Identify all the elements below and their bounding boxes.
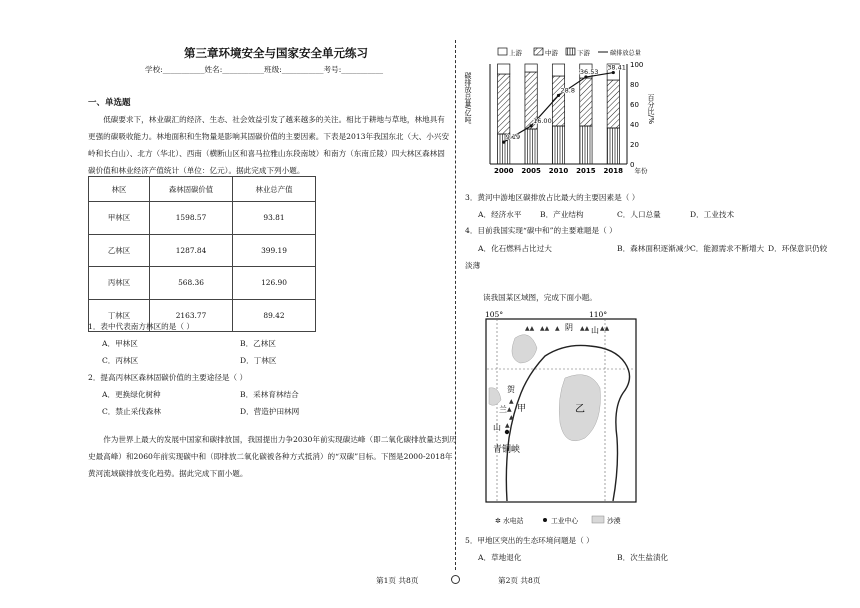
x-tick-label: 2010 (548, 167, 569, 175)
question-1-stem: 1．表中代表南方林区的是（ ） (88, 322, 194, 331)
svg-text:▲: ▲ (509, 398, 514, 405)
question-2-stem: 2．提高丙林区森林固碳价值的主要途径是（ ） (88, 373, 248, 382)
industrial-center-marker (505, 430, 509, 434)
passage-2 (88, 431, 460, 482)
industrial-legend-icon (543, 518, 547, 522)
q2-option-b[interactable]: B．采林育林结合 (240, 390, 299, 399)
table-row (89, 202, 316, 235)
svg-text:▲: ▲ (507, 406, 512, 413)
table-cell: 568.36 (150, 267, 233, 300)
q4-option-b[interactable]: B．森林面积逐渐减少 (617, 244, 691, 253)
helan-char-1: 贺 (507, 385, 515, 394)
left-axis-label: 碳排放总量/亿吨 (464, 72, 472, 124)
passage-line: 低碳要求下，林业碳汇的经济、生态、社会效益引发了越来越多的关注。相比于耕地与草地，林地具有 (103, 115, 445, 124)
table-header-cell: 林区 (89, 177, 150, 202)
qingtongxia-label: 青铜峡 (493, 445, 521, 455)
table-cell: 399.19 (233, 234, 316, 267)
passage-1 (88, 111, 460, 179)
x-tick-label: 2000 (493, 167, 514, 175)
hydro-station-icon: ✲ (495, 517, 501, 525)
svg-text:▲▲: ▲▲ (525, 325, 535, 332)
forest-table (88, 176, 316, 332)
desert-legend-icon (592, 516, 604, 523)
bar-segment (607, 128, 619, 164)
q5-option-b[interactable]: B．次生盐渍化 (617, 553, 669, 562)
legend-hydro: 水电站 (503, 517, 524, 525)
q2-option-c[interactable]: C．禁止采伐森林 (102, 407, 161, 416)
student-info-line: 学校:___________姓名:___________班级:___________考号:___________ (145, 65, 384, 74)
legend-industrial: 工业中心 (551, 517, 579, 525)
q3-option-b[interactable]: B．产业结构 (540, 210, 584, 219)
lon-110-label: 110° (589, 310, 608, 319)
table-row (89, 267, 316, 300)
q4-option-a[interactable]: A．化石燃料占比过大 (478, 244, 552, 253)
line-data-label: 36.53 (579, 68, 599, 77)
question-4-stem: 4．目前我国实现“碳中和”的主要难题是（ ） (465, 226, 617, 235)
q4-option-d-cont: 淡薄 (465, 261, 481, 270)
bar-segment (498, 64, 510, 74)
passage-line: 作为世界上最大的发展中国家和碳排放国，我国提出力争2030年前实现碳达峰（即二氧化碳排放量达到历 (103, 435, 457, 444)
chart-svg (462, 44, 662, 184)
helan-char-3: 山 (493, 423, 501, 432)
passage-line: 更强的碳吸收能力。林地面积和生物量是影响其固碳价值的主要因素。下表是2013年我国东北（大、小兴安 (88, 132, 450, 141)
bar-segment (580, 78, 592, 126)
q3-option-c[interactable]: C．人口总量 (617, 210, 661, 219)
right-tick-label: 40 (630, 121, 639, 129)
region-map (485, 308, 645, 531)
legend-label: 下游 (577, 49, 590, 57)
question-5-stem: 5．甲地区突出的生态环境问题是（ ） (465, 536, 594, 545)
svg-text:▲: ▲ (555, 325, 560, 332)
legend-swatch (566, 48, 575, 55)
right-axis-label: 百分比/% (647, 94, 655, 125)
bar-segment (498, 74, 510, 134)
legend-label: 碳排放总量 (610, 50, 641, 57)
line-data-label: 28.8 (560, 86, 575, 95)
legend-swatch (534, 48, 543, 55)
table-header-cell: 林业总产值 (233, 177, 316, 202)
table-cell: 1287.84 (150, 234, 233, 267)
legend-swatch (498, 48, 507, 55)
table-cell: 甲林区 (89, 202, 150, 235)
table-cell: 丙林区 (89, 267, 150, 300)
line-data-label: 38.41 (607, 63, 626, 72)
label-jia: 甲 (517, 404, 527, 414)
map-intro: 读我国某区域图，完成下面小题。 (483, 293, 597, 302)
legend-label: 上游 (509, 49, 522, 57)
table-cell: 乙林区 (89, 234, 150, 267)
q4-option-c[interactable]: C．能源需求不断增大 (690, 244, 765, 253)
q2-option-a[interactable]: A．更换绿化树种 (102, 390, 161, 399)
line-data-label: 16.00 (533, 116, 552, 125)
page-number-right: 第2页 共8页 (498, 576, 541, 585)
table-cell: 93.81 (233, 202, 316, 235)
svg-text:▲: ▲ (505, 422, 510, 429)
right-tick-label: 100 (630, 61, 644, 69)
table-cell: 2163.77 (150, 299, 233, 332)
passage-line: 岭和长白山）、北方（华北）、西南（横断山区和喜马拉雅山东段南坡）和南方（东南丘陵）四大林区森林固 (88, 149, 445, 158)
page-divider (455, 40, 456, 570)
table-row (89, 234, 316, 267)
bar-segment (580, 126, 592, 164)
bar-segment (552, 64, 564, 76)
q1-option-c[interactable]: C．丙林区 (102, 356, 139, 365)
q5-option-a[interactable]: A．草地退化 (478, 553, 522, 562)
legend-label: 中游 (545, 49, 558, 57)
right-tick-label: 0 (630, 161, 635, 169)
q3-option-d[interactable]: D．工业技术 (690, 210, 735, 219)
helan-char-2: 兰 (499, 405, 507, 414)
carbon-emission-chart (462, 44, 662, 184)
passage-line: 史最高峰）和2060年前实现碳中和（即排放二氧化碳被各种方式抵消）的“双碳”目标。下图是2000-2018年 (88, 452, 453, 461)
section-heading: 一、单选题 (88, 98, 131, 108)
x-tick-label: 2015 (576, 167, 596, 175)
page-title: 第三章环境安全与国家安全单元练习 (184, 46, 368, 60)
label-yi: 乙 (575, 404, 585, 415)
right-tick-label: 80 (630, 81, 639, 89)
table-header-cell: 森林固碳价值 (150, 177, 233, 202)
passage-line: 碳价值和林业经济产值统计（单位：亿元）。据此完成下列小题。 (88, 166, 305, 175)
lon-105-label: 105° (485, 310, 504, 319)
q1-option-b[interactable]: B．乙林区 (240, 339, 276, 348)
yinshan-char-1: 阴 (565, 323, 573, 332)
page-center-mark (451, 575, 460, 584)
svg-text:▲: ▲ (509, 414, 514, 421)
table-cell: 1598.57 (150, 202, 233, 235)
legend-desert: 沙漠 (607, 517, 621, 525)
line-data-label: 9.19 (505, 133, 521, 142)
right-tick-label: 60 (630, 101, 639, 109)
bar-segment (552, 126, 564, 164)
right-tick-label: 20 (630, 141, 639, 149)
bar-segment (525, 129, 537, 164)
passage-line: 黄河流域碳排放变化趋势。据此完成下面小题。 (88, 469, 248, 478)
map-svg (485, 308, 645, 531)
q1-option-d[interactable]: D．丁林区 (240, 356, 277, 365)
bar-segment (525, 64, 537, 72)
q2-option-d[interactable]: D．营造护田林网 (240, 407, 300, 416)
x-tick-label: 2018 (603, 167, 624, 175)
question-3-stem: 3．黄河中游地区碳排放占比最大的主要因素是（ ） (465, 193, 640, 202)
table-cell: 126.90 (233, 267, 316, 300)
x-axis-unit: 年份 (634, 167, 648, 175)
q3-option-a[interactable]: A．经济水平 (478, 210, 522, 219)
table-cell: 丁林区 (89, 299, 150, 332)
page-number-left: 第1页 共8页 (376, 576, 419, 585)
svg-text:▲▲: ▲▲ (580, 325, 590, 332)
table-cell: 89.42 (233, 299, 316, 332)
bar-segment (607, 80, 619, 128)
q1-option-a[interactable]: A．甲林区 (102, 339, 138, 348)
table-header-row (89, 177, 316, 202)
svg-text:▲▲: ▲▲ (600, 325, 610, 332)
q4-option-d[interactable]: D．环保意识仍较 (768, 244, 828, 253)
yinshan-char-2: 山 (591, 326, 599, 335)
x-tick-label: 2005 (521, 167, 541, 175)
svg-text:▲▲: ▲▲ (540, 325, 550, 332)
